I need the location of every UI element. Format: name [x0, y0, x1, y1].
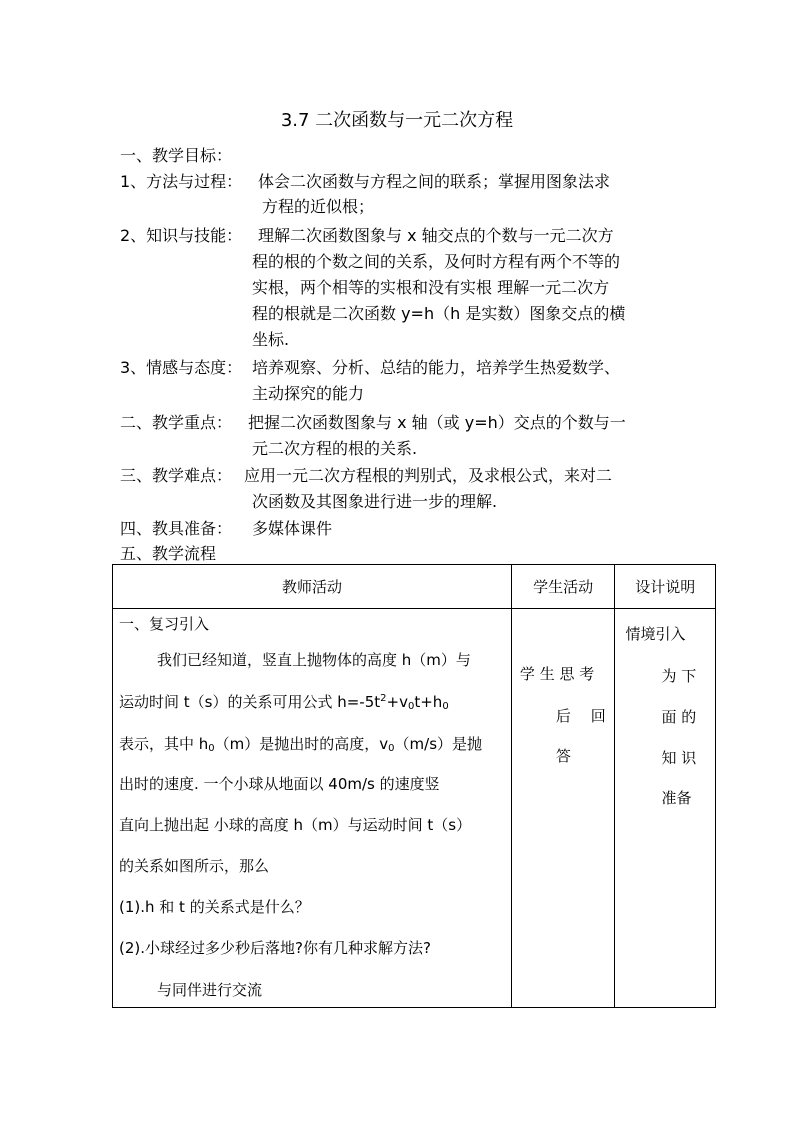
objective-2-label: 2、知识与技能：: [120, 226, 243, 245]
teacher-line-7: 的关系如图所示，那么: [119, 857, 270, 875]
objective-1-line-1: 体会二次函数与方程之间的联系；掌握用图象法求: [258, 172, 611, 191]
table-header-row: [113, 565, 716, 609]
design-line-4: 知 识: [661, 749, 697, 767]
student-line-2: 后 回: [555, 707, 606, 725]
key-points-line-2: 元二次方程的根的关系.: [252, 439, 418, 458]
objectives-heading: 一、教学目标：: [120, 146, 233, 165]
difficulties-label: 三、教学难点：: [120, 466, 233, 485]
objective-3-label: 3、情感与态度：: [120, 358, 243, 377]
teacher-line-4: 表示，其中 $h_0(m)$是抛出时的高度，$v_0(m/s)$是抛: [119, 735, 483, 754]
objective-2-line-1: 理解二次函数图象与 x 轴交点的个数与一元二次方: [258, 226, 614, 245]
tools-label: 四、教具准备：: [120, 519, 233, 538]
table-row: [113, 609, 716, 1008]
objective-2-line-2: 程的根的个数之间的关系，及何时方程有两个不等的: [252, 252, 621, 271]
student-line-1: 学 生 思 考: [519, 665, 595, 683]
page-title: 3.7 二次函数与一元二次方程: [280, 110, 514, 131]
teacher-line-6: 直向上抛出起 小球的高度 h（m）与运动时间 t（s）: [119, 816, 472, 834]
header-teacher-activity: 教师活动: [113, 565, 512, 609]
objective-3-line-1: 培养观察、分析、总结的能力，培养学生热爱数学、: [252, 358, 621, 377]
header-design-notes: 设计说明: [615, 565, 716, 609]
design-line-3: 面 的: [661, 708, 697, 726]
tools-value: 多媒体课件: [252, 519, 333, 538]
teacher-line-10: 与同伴进行交流: [157, 981, 263, 999]
objective-2-line-3: 实根，两个相等的实根和没有实根 理解一元二次方: [252, 278, 610, 297]
student-activity-cell: [511, 609, 615, 1008]
design-line-1: 情境引入: [625, 625, 686, 643]
objective-1-label: 1、方法与过程：: [120, 172, 243, 191]
teacher-line-1: 一、复习引入: [119, 615, 210, 633]
design-notes-cell: [615, 609, 716, 1008]
design-line-5: 准备: [661, 789, 692, 807]
teacher-line-9: (2).小球经过多少秒后落地?你有几种求解方法?: [119, 939, 431, 957]
difficulties-line-1: 应用一元二次方程根的判别式，及求根公式，来对二: [244, 466, 613, 485]
teacher-line-2: 我们已经知道，竖直上抛物体的高度 h（m）与: [157, 651, 471, 669]
objective-3-line-2: 主动探究的能力: [252, 384, 365, 403]
design-line-2: 为 下: [661, 667, 697, 685]
teaching-flow-table: [112, 564, 716, 1008]
header-student-activity: 学生活动: [511, 565, 615, 609]
teacher-line-5: 出时的速度. 一个小球从地面以 40m/s 的速度竖: [119, 775, 440, 793]
objective-2-line-5: 坐标.: [252, 330, 290, 349]
teacher-line-3: 运动时间 t（s）的关系可用公式 $h=-5t^2+v_0t+h_0$: [119, 693, 449, 712]
student-line-3: 答: [555, 747, 571, 765]
teacher-activity-cell: [113, 609, 512, 1008]
key-points-line-1: 把握二次函数图象与 x 轴（或 y=h）交点的个数与一: [248, 413, 626, 432]
teacher-line-8: (1).h 和 t 的关系式是什么？: [119, 898, 310, 916]
objective-1-line-2: 方程的近似根；: [262, 197, 375, 216]
objective-2-line-4: 程的根就是二次函数 y=h（h 是实数）图象交点的横: [252, 304, 626, 323]
flow-heading: 五、教学流程: [120, 544, 217, 563]
key-points-label: 二、教学重点：: [120, 413, 233, 432]
difficulties-line-2: 次函数及其图象进行进一步的理解.: [252, 492, 498, 511]
